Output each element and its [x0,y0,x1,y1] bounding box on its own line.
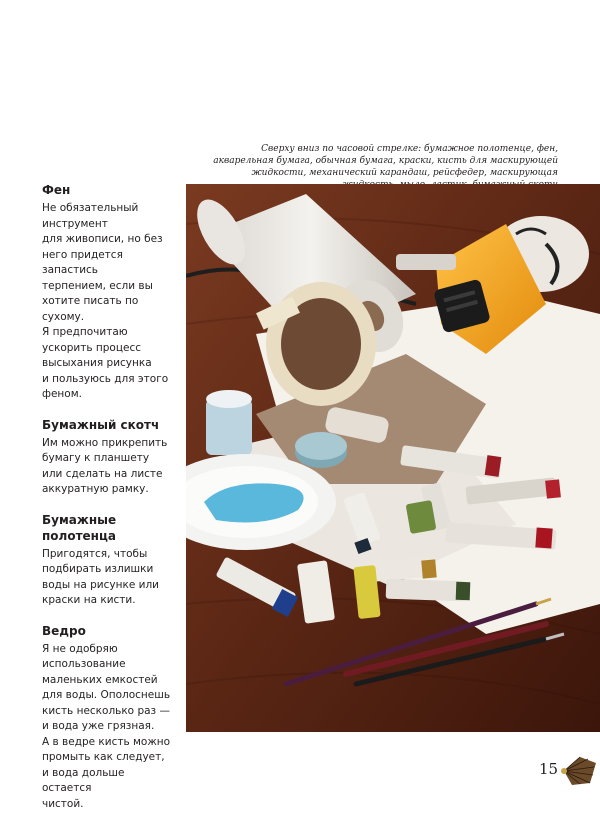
section-heading: Ведро [42,623,86,638]
section-body: Им можно прикрепить бумагу к планшету или сделать на листе аккуратную рамку. [42,436,168,495]
section-body: Не обязательный инструмент для живописи, но без него придется запастись терпением, если вы хотите писать по сухому. Я предпочитаю ускорить процесс высыхания рисунка и пользуюсь для этого феном. [42,202,169,400]
soap [295,432,347,468]
section-paper-towels [42,512,177,609]
section-hairdryer [42,182,177,403]
paint-jar [206,390,252,455]
fan-brush-icon [560,753,600,789]
section-heading: Бумажный скотч [42,417,160,432]
section-paper-tape [42,417,177,498]
page-number: 15 [539,760,559,778]
section-heading: Бумажные полотенца [42,512,117,543]
photo-caption: Сверху вниз по часовой стрелке: бумажное полотенце, фен, акварельная бумага, обычная бумага, краски, кисть для маскирующей жидкости, механический карандаш, рейсфедер, маскирующая [213,144,558,178]
art-supplies-photo [186,184,600,732]
sidebar-text [42,182,177,826]
section-body: Я не одобряю использование маленьких емкостей для воды. Ополоснешь кисть несколько раз — и вода уже грязная. А в ведре кисть можно промыть как следует, и вода дольше остается чистой. [42,642,171,810]
section-body: Пригодятся, чтобы подбирать излишки воды на рисунке или краски на кисти. [42,547,159,606]
section-heading: Фен [42,183,71,197]
section-bucket [42,623,177,813]
